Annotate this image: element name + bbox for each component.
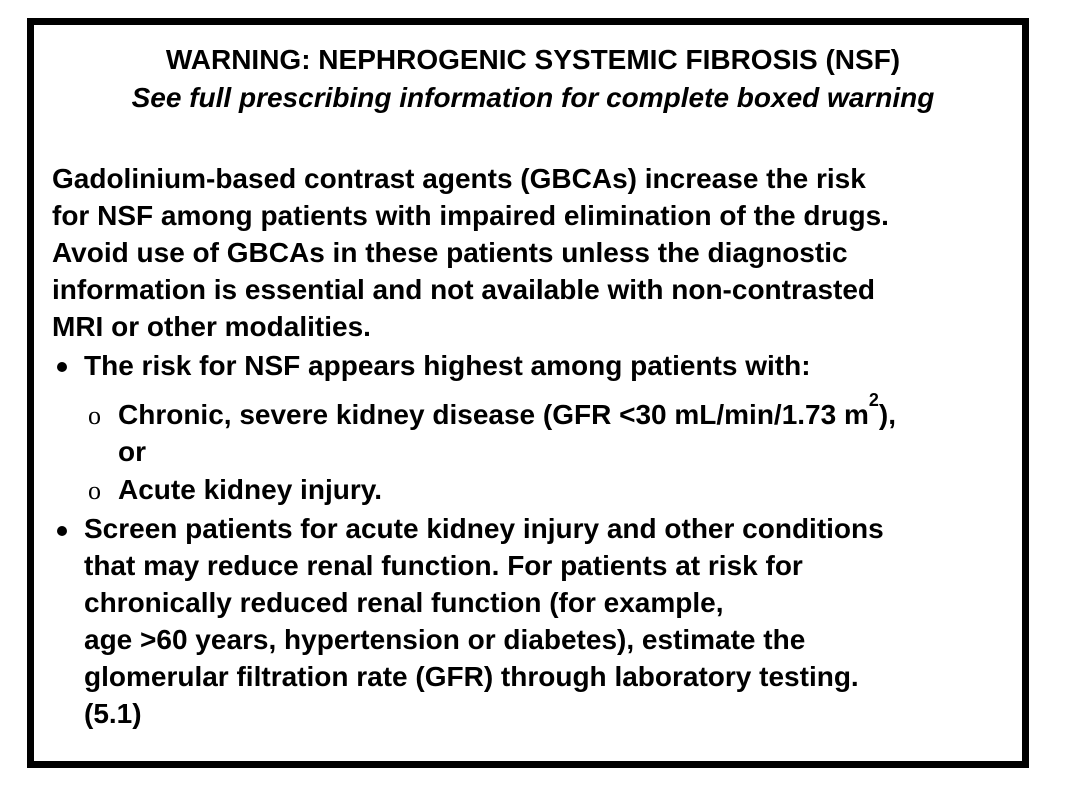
bullet-screen-line: age >60 years, hypertension or diabetes), estimate the (84, 624, 806, 655)
bullet-dot-icon (57, 526, 67, 536)
bullet-screen-line: glomerular filtration rate (GFR) through laboratory testing. (84, 661, 859, 692)
sub-bullet-aki: Acute kidney injury. (118, 474, 382, 505)
intro-line: MRI or other modalities. (52, 311, 371, 342)
sub-bullet-marker: o (88, 476, 101, 505)
section-reference: (5.1) (84, 698, 142, 729)
intro-line: for NSF among patients with impaired elimination of the drugs. (52, 200, 889, 231)
bullet-screen-line: that may reduce renal function. For patients at risk for (84, 550, 803, 581)
sub-bullet-marker: o (88, 401, 101, 430)
bullet-dot-icon (57, 362, 67, 372)
ckd-text: Chronic, severe kidney disease (GFR <30 mL/min/1.73 m (118, 399, 869, 430)
sub-bullet-ckd (118, 390, 896, 436)
warning-subtitle: See full prescribing information for complete boxed warning (131, 82, 935, 113)
intro-line: Avoid use of GBCAs in these patients unless the diagnostic (52, 237, 848, 268)
superscript-2: 2 (868, 390, 879, 410)
bullet-screen-line: chronically reduced renal function (for example, (84, 587, 724, 618)
intro-line: Gadolinium-based contrast agents (GBCAs) increase the risk (52, 163, 866, 194)
bullet-risk-text: The risk for NSF appears highest among patients with: (84, 350, 811, 381)
intro-line: information is essential and not available with non-contrasted (52, 274, 876, 305)
warning-title: WARNING: NEPHROGENIC SYSTEMIC FIBROSIS (NSF) (165, 44, 901, 75)
sub-bullet-ckd-or: or (118, 436, 146, 467)
ckd-text-end: ), (878, 399, 896, 430)
bullet-screen-line: Screen patients for acute kidney injury and other conditions (84, 513, 884, 544)
